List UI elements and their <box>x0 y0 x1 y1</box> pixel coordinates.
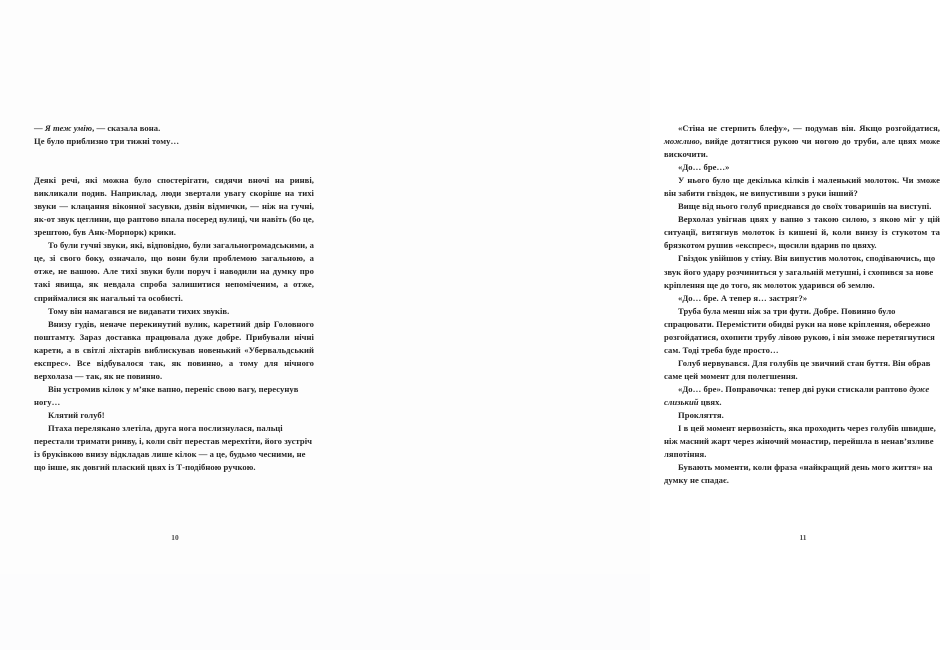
paragraph: Внизу гудів, неначе перекинутий вулик, каретний двір Головного поштамту. Зараз доставка працювала дуже добре. Прибували нічні карети, а в світлі ліхтарів виблискував новенький «Убервальдський експрес». Все відбувалося так, як повинно, а тому для нічного верхолаза — так, як не повинно. <box>34 318 314 381</box>
page-left <box>0 0 325 574</box>
paragraph: «До… бре…» <box>678 162 730 173</box>
section-break <box>34 148 314 174</box>
dialogue-line: Це було приблизно три тижні тому… <box>34 136 180 147</box>
paragraph: І в цей момент нервозність, яка проходить через голубів швидше, ніж масний жарт через жіночий монастир, перейшла в ненав’язливе ляпотіння. <box>664 423 936 460</box>
paragraph: «До… бре. А тепер я… застряг?» <box>678 292 808 303</box>
paragraph: Тому він намагався не видавати тихих звуків. <box>48 305 230 316</box>
paragraph: У нього було ще декілька кілків і маленький молоток. Чи зможе він забити гвіздок, не випустивши з руки інший? <box>664 175 940 199</box>
dialogue-line: — Я теж умію, — сказала вона. <box>34 123 161 133</box>
scan-backdrop-below <box>0 574 650 650</box>
page-number-right: 11 <box>799 533 807 542</box>
paragraph: Він устромив кілок у м’яке вапно, переніс свою вагу, пересунув ногу… <box>34 383 299 407</box>
page-left-textblock <box>34 122 314 474</box>
paragraph: Верхолаз увігнав цвях у вапно з такою силою, з якою міг у цій ситуації, витягнув молоток із кишені й, коли внизу із стукотом та брязкотом рушив «експрес», щосили вдарив по цвяху. <box>664 214 940 251</box>
page-number-left: 10 <box>171 533 179 542</box>
paragraph: То були гучні звуки, які, відповідно, були загальногромадськими, а це, зі свого боку, означало, що вони були проблемою загальною, а отже, не вашою. Але тихі звуки були поруч і наводили на думку про такі явища, як невдала спроба залишитися непоміченим, а отже, сприймалися як нагальні та особисті. <box>34 240 314 303</box>
paragraph: Труба була менш ніж за три фути. Добре. Повинно було спрацювати. Перемістити обидві руки на нове кріплення, обережно розгойдатися, охопити трубу лівою рукою, і він зможе перетягнутися сам. Тоді треба буде просто… <box>664 305 935 355</box>
paragraph: Голуб нервувався. Для голубів це звичний стан буття. Він обрав саме цей момент для полегшення. <box>664 357 931 381</box>
paragraph: Гвіздок увійшов у стіну. Він випустив молоток, сподіваючись, що звук його удару розчиниться у загальній метушні, і схопився за нове кріплення ще до того, як молоток ударився об землю. <box>664 253 936 290</box>
paragraph: Клятий голуб! <box>48 409 105 420</box>
page-right-textblock <box>664 122 940 487</box>
paragraph: Прокляття. <box>678 410 724 421</box>
page-right <box>325 0 940 574</box>
paragraph: «До… бре». Поправочка: тепер дві руки стискали раптово дуже слизький цвях. <box>664 383 930 407</box>
paragraph: «Стіна не стерпить блефу», — подумав він. Якщо розгойдатися, можливо, вийде дотягтися рукою чи ногою до труби, але цвях може вискочити. <box>664 123 940 160</box>
paragraph: Птаха перелякано злетіла, друга нога послизнулася, пальці перестали тримати ринву, і, коли світ перестав мерехтіти, його зустріч із бруківкою внизу відкладав лише кілок — а це, будьмо чесними, не що інше, як довгий плаский цвях із Т-подібною ручкою. <box>34 422 313 473</box>
paragraph: Деякі речі, які можна було спостерігати, сидячи вночі на ринві, викликали подив. Наприклад, люди звертали увагу скоріше на тихі звуки — клацання віконної засувки, дзвін відмички, — ніж на гучні, як-от звук цеглини, що раптово впала посеред вулиці, чи навіть (бо це, зрештою, був Анк-Морпорк) крики. <box>34 175 314 238</box>
paragraph: Бувають моменти, коли фраза «найкращий день мого життя» на думку не спадає. <box>664 462 933 486</box>
paragraph: Вище від нього голуб приєднався до своїх товаришів на виступі. <box>678 201 932 212</box>
